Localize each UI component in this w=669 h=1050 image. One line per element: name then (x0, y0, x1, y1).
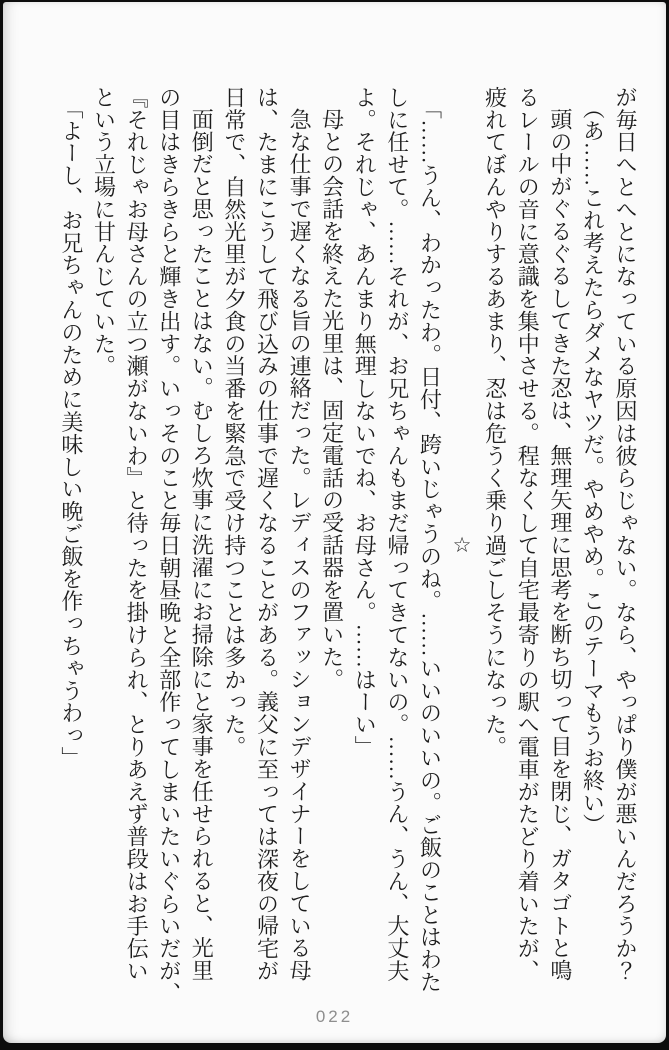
text-column: 頭の中がぐるぐるしてきた忍は、無理矢理に思考を断ち切って目を閉じ、ガタゴトと鳴 (547, 108, 573, 982)
text-column: 日常で、自然光里が夕食の当番を緊急で受け持つことは多かった。 (221, 86, 247, 758)
text-column: 疲れてぼんやりするあまり、忍は危うく乗り過ごしそうになった。 (482, 86, 508, 758)
text-column: 『それじゃお母さんの立つ瀬がないわ』と待ったを掛けられ、とりあえず普段はお手伝い (124, 86, 150, 982)
text-column: という立場に甘んじていた。 (91, 86, 117, 378)
text-columns (54, 86, 641, 1004)
text-column: 「よーし、お兄ちゃんのために美味しい晩ご飯を作っちゃうわっ」 (58, 97, 84, 769)
text-column: 母との会話を終えた光里は、固定電話の受話器を置いた。 (319, 108, 345, 691)
text-column: よ。それじゃ、あんまり無理しないでね、お母さん。……はーい」 (352, 86, 378, 758)
book-page (3, 2, 666, 1043)
text-column: が毎日へとへとになっている原因は彼らじゃない。なら、やっぱり僕が悪いんだろうか？ (613, 86, 638, 982)
text-column: るレールの音に意識を集中させる。程なくして自宅最寄りの駅へ電車がたどり着いたが、 (515, 86, 541, 982)
text-column: （あ……これ考えたらダメなヤツだ。やめやめ。このテーマもうお終い） (580, 97, 606, 837)
text-column: 「……うん、わかったわ。日付、跨いじゃうのね。……いいのいいの。ご飯のことはわた (417, 97, 443, 993)
text-column: しに任せて。……それが、お兄ちゃんもまだ帰ってきてないの。……うん、うん、大丈夫 (384, 86, 410, 982)
text-column: は、たまにこうして飛び込みの仕事で遅くなることがある。義父に至っては深夜の帰宅が (254, 86, 280, 982)
text-column: 面倒だと思ったことはない。むしろ炊事に洗濯にお掃除にと家事を任せられると、光里 (189, 108, 215, 982)
text-column: 急な仕事で遅くなる旨の連絡だった。レディスのファッションデザイナーをしている母 (287, 108, 313, 982)
text-column: の目はきらきらと輝き出す。いっそのこと毎日朝昼晩と全部作ってしまいたいぐらいだが、 (156, 86, 182, 1005)
page-number: 022 (315, 1007, 354, 1026)
section-separator-star: ☆ (450, 532, 475, 558)
